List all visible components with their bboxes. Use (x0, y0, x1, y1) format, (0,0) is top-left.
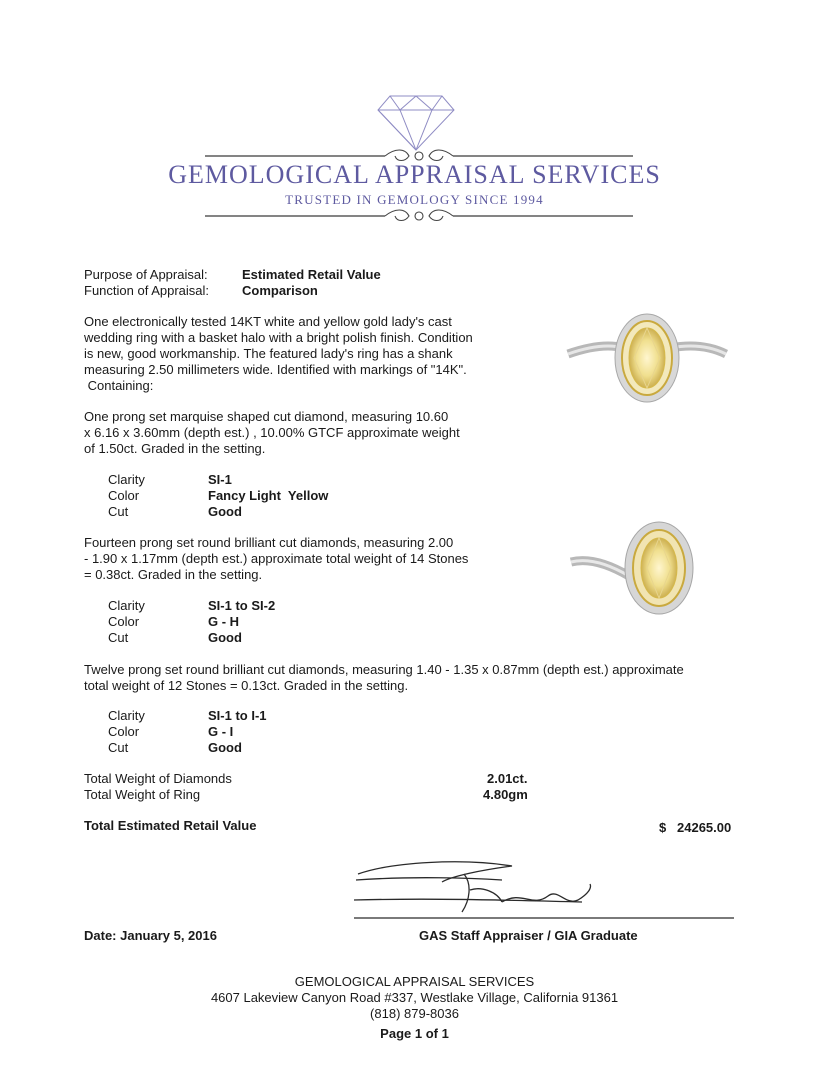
footer-address: 4607 Lakeview Canyon Road #337, Westlake Village, California 91361 (210, 990, 619, 1005)
function-value: Comparison (242, 283, 318, 298)
footer-phone: (818) 879-8036 (370, 1006, 459, 1021)
appraiser-signature-graphic (352, 856, 737, 922)
page-number: Page 1 of 1 (380, 1026, 449, 1041)
ring-side-view-image (565, 516, 705, 621)
stone1-line-2: x 6.16 x 3.60mm (depth est.) , 10.00% GTCF approximate weight (84, 425, 460, 440)
brand-name: GEMOLOGICAL APPRAISAL SERVICES (168, 160, 661, 189)
stone3-cut-value: Good (208, 740, 242, 755)
diamond-logo-icon (376, 92, 456, 154)
total-diamonds-value: 2.01ct. (487, 771, 528, 786)
total-ring-label: Total Weight of Ring (84, 787, 201, 802)
brand-tagline: TRUSTED IN GEMOLOGY SINCE 1994 (285, 192, 544, 207)
stone3-color-label: Color (108, 724, 140, 739)
function-label: Function of Appraisal: (84, 283, 210, 298)
stone2-cut-label: Cut (108, 630, 129, 645)
appraisal-date: Date: January 5, 2016 (84, 928, 217, 943)
description-line-5: Containing: (84, 378, 154, 393)
stone3-line-1: Twelve prong set round brilliant cut diamonds, measuring 1.40 - 1.35 x 0.87mm (depth est.) approximate (84, 662, 684, 677)
stone3-clarity-label: Clarity (108, 708, 145, 723)
appraiser-title: GAS Staff Appraiser / GIA Graduate (419, 928, 638, 943)
total-diamonds-label: Total Weight of Diamonds (84, 771, 232, 786)
total-ring-value: 4.80gm (483, 787, 528, 802)
stone3-color-value: G - I (208, 724, 234, 739)
stone2-line-1: Fourteen prong set round brilliant cut diamonds, measuring 2.00 (84, 535, 454, 550)
stone3-clarity-value: SI-1 to I-1 (208, 708, 267, 723)
stone1-color-value: Fancy Light Yellow (208, 488, 329, 503)
stone2-color-value: G - H (208, 614, 240, 629)
stone3-cut-label: Cut (108, 740, 129, 755)
stone2-line-3: = 0.38ct. Graded in the setting. (84, 567, 263, 582)
stone3-line-2: total weight of 12 Stones = 0.13ct. Graded in the setting. (84, 678, 409, 693)
letterhead (0, 0, 829, 240)
stone2-color-label: Color (108, 614, 140, 629)
purpose-label: Purpose of Appraisal: (84, 267, 208, 282)
stone1-clarity-label: Clarity (108, 472, 145, 487)
stone1-line-3: of 1.50ct. Graded in the setting. (84, 441, 266, 456)
retail-currency: $ (659, 820, 667, 835)
stone2-line-2: - 1.90 x 1.17mm (depth est.) approximate total weight of 14 Stones (84, 551, 469, 566)
stone1-line-1: One prong set marquise shaped cut diamond, measuring 10.60 (84, 409, 449, 424)
stone2-clarity-value: SI-1 to SI-2 (208, 598, 276, 613)
footer-company: GEMOLOGICAL APPRAISAL SERVICES (294, 974, 535, 989)
stone1-clarity-value: SI-1 (208, 472, 232, 487)
stone2-cut-value: Good (208, 630, 242, 645)
description-line-3: is new, good workmanship. The featured lady's ring has a shank (84, 346, 453, 361)
stone1-cut-value: Good (208, 504, 242, 519)
ring-top-view-image (562, 308, 732, 408)
stone2-clarity-label: Clarity (108, 598, 145, 613)
stone1-cut-label: Cut (108, 504, 129, 519)
retail-value: 24265.00 (677, 820, 732, 835)
description-line-2: wedding ring with a basket halo with a bright polish finish. Condition (84, 330, 473, 345)
description-line-1: One electronically tested 14KT white and yellow gold lady's cast (84, 314, 452, 329)
stone1-color-label: Color (108, 488, 140, 503)
bottom-flourish-divider (205, 208, 633, 224)
purpose-value: Estimated Retail Value (242, 267, 381, 282)
retail-value-label: Total Estimated Retail Value (84, 818, 257, 833)
description-line-4: measuring 2.50 millimeters wide. Identified with markings of "14K". (84, 362, 467, 377)
